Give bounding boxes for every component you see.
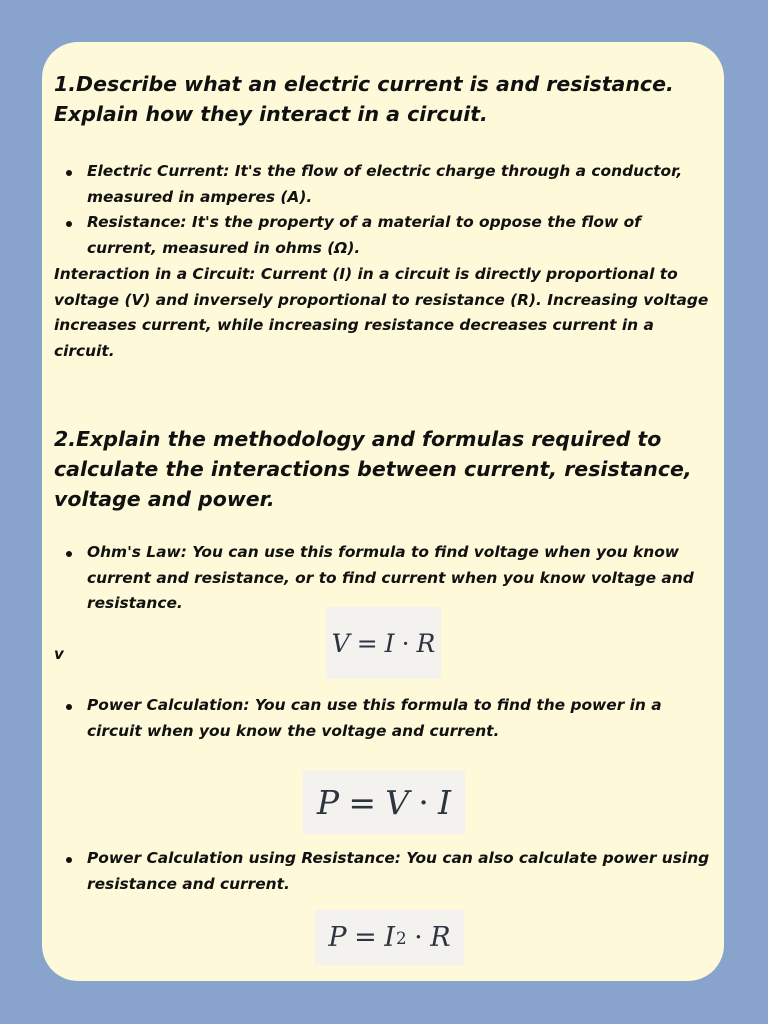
list-item xyxy=(54,210,716,261)
power-calculation-bullet xyxy=(54,693,716,744)
formula-operator: · xyxy=(414,922,423,953)
bullet-text-power-resistance: Power Calculation using Resistance: You can also calculate power using resistance and current. xyxy=(87,849,710,893)
bullet-dot xyxy=(66,857,72,863)
ohms-law-bullet xyxy=(54,540,716,617)
question-1-title: 1.Describe what an electric current is and resistance. Explain how they interact in a circuit. xyxy=(54,72,674,126)
formula-operator: · xyxy=(401,628,410,658)
list-item xyxy=(54,846,716,897)
bullet-dot xyxy=(66,221,72,227)
formula-symbol: P xyxy=(328,922,347,953)
formula-symbol: P xyxy=(316,783,340,822)
power-resistance-bullet xyxy=(54,846,716,897)
bullet-text-ohms-law: Ohm's Law: You can use this formula to find voltage when you know current and resistance, or to find current when you know voltage and resistance. xyxy=(87,543,694,612)
formula-symbol: I xyxy=(384,628,395,658)
bullet-text-resistance: Resistance: It's the property of a material to oppose the flow of current, measured in ohms (Ω). xyxy=(87,213,641,257)
formula-symbol: I xyxy=(384,922,395,953)
formula-symbol: V xyxy=(385,783,410,822)
formula-operator: · xyxy=(418,783,429,822)
formula-symbol: I xyxy=(438,783,452,822)
list-item xyxy=(54,159,716,210)
list-item xyxy=(54,540,716,617)
formula-operator: = xyxy=(356,628,378,658)
question-1-bullets xyxy=(54,159,716,261)
bullet-text-power-calculation: Power Calculation: You can use this formula to find the power in a circuit when you know the voltage and current. xyxy=(87,696,662,740)
formula-ohms-law xyxy=(326,607,441,679)
list-item xyxy=(54,693,716,744)
formula-operator: = xyxy=(348,783,376,822)
interaction-paragraph: Interaction in a Circuit: Current (I) in a circuit is directly proportional to voltage (V) and inversely proportional to resistance (R). Increasing voltage increases current, while increasing resistance decreases current in a circuit. xyxy=(54,265,709,360)
formula-operator: = xyxy=(354,922,377,953)
bullet-dot xyxy=(66,170,72,176)
formula-symbol: R xyxy=(430,922,451,953)
stray-character: v xyxy=(54,645,64,663)
bullet-dot xyxy=(66,704,72,710)
formula-symbol: V xyxy=(331,628,350,658)
formula-power-resistance xyxy=(315,910,464,965)
formula-exponent: 2 xyxy=(395,927,407,948)
formula-power xyxy=(303,771,465,834)
formula-symbol: R xyxy=(416,628,436,658)
bullet-text-electric-current: Electric Current: It's the flow of electric charge through a conductor, measured in amperes (A). xyxy=(87,162,683,206)
bullet-dot xyxy=(66,551,72,557)
question-2-title: 2.Explain the methodology and formulas required to calculate the interactions between current, resistance, voltage and power. xyxy=(54,427,692,511)
